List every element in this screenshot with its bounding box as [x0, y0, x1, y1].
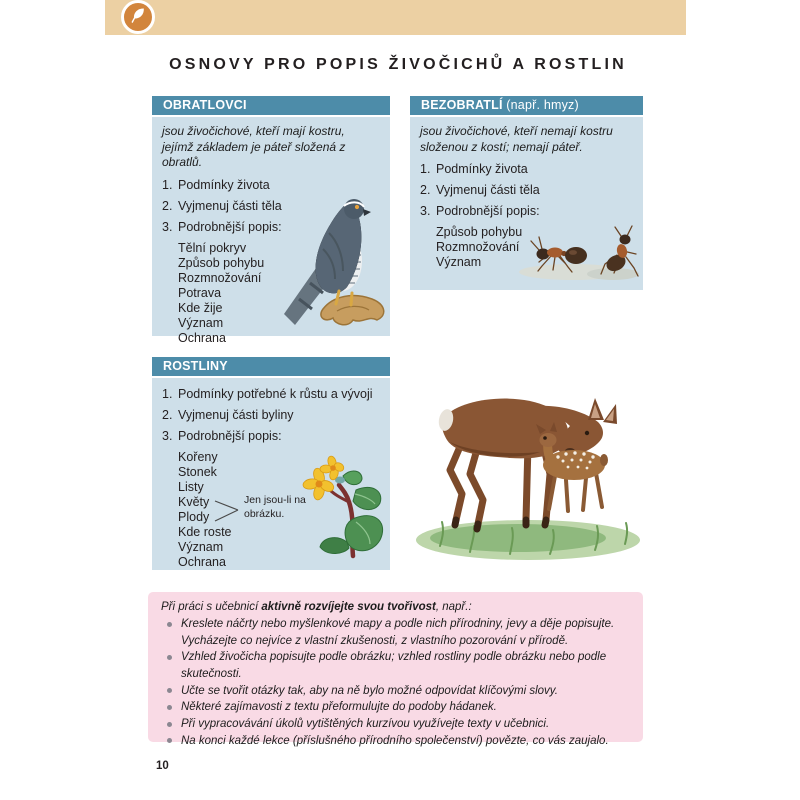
item-number: 2.: [162, 408, 173, 422]
tip-intro: [161, 601, 630, 613]
sub-item: Kořeny: [178, 450, 218, 464]
list-item: [162, 199, 384, 214]
bullet-dot-icon: [167, 722, 172, 727]
sub-item: Potrava: [178, 285, 222, 300]
tip-intro-suffix: , např.:: [435, 601, 472, 613]
list-item: [420, 204, 637, 219]
tip-bullet: [161, 683, 630, 700]
item-text: Podmínky života: [436, 162, 528, 177]
sub-item: Význam: [436, 255, 482, 270]
item-number: 3.: [420, 204, 431, 219]
list-item: [162, 178, 384, 193]
item-text: Vyjmenuj části těla: [436, 183, 540, 198]
bullet-dot-icon: [167, 622, 172, 627]
bullet-dot-icon: [167, 688, 172, 693]
tip-bullet-text: Při vypracovávání úkolů vytištěných kurzívou využívejte texty v učebnici.: [181, 718, 550, 731]
sub-item: Ochrana: [178, 330, 226, 345]
tip-bullet: [161, 616, 630, 649]
panel-rostliny: [152, 357, 390, 570]
item-number: 1.: [162, 177, 173, 192]
sub-item: Význam: [178, 540, 224, 554]
panel-obratlovci-header: OBRATLOVCI: [152, 96, 390, 115]
tip-intro-prefix: Při práci s učebnicí: [161, 601, 262, 613]
sub-item: Listy: [178, 480, 204, 494]
bullet-dot-icon: [167, 655, 172, 660]
header-suffix: (např. hmyz): [502, 98, 579, 112]
deer-illustration: [400, 362, 660, 580]
sublist: [436, 225, 637, 270]
tip-bullet: [161, 699, 630, 716]
sub-item: Rozmnožování: [178, 270, 262, 285]
tip-bullet-text: Kreslete náčrty nebo myšlenkové mapy a podle nich přírodniny, jevy a děje popisujte. Vycházejte co nejvíce z vlastní zkušenosti, z vlastního pozorování v přírodě.: [181, 618, 615, 647]
item-number: 2.: [162, 198, 173, 213]
panel-bezobratli-intro: jsou živočichové, kteří nemají kostru složenou z kostí; nemají páteř.: [420, 124, 613, 154]
tip-bullet-text: Učte se tvořit otázky tak, aby na ně bylo možné odpovídat klíčovými slovy.: [181, 684, 558, 697]
tip-bullet-text: Vzhled živočicha popisujte podle obrázku; vzhled rostliny podle obrázku nebo podle skutečnosti.: [181, 651, 607, 681]
sub-item: Kde žije: [178, 300, 223, 315]
item-number: 3.: [162, 429, 173, 443]
sub-item: Způsob pohybu: [436, 225, 523, 240]
bullet-dot-icon: [167, 738, 172, 743]
list-item: [420, 162, 637, 177]
header-label: BEZOBRATLÍ: [421, 98, 503, 112]
panel-obratlovci-intro: jsou živočichové, kteří mají kostru, jejímž základem je páteř složená z obratlů.: [162, 124, 346, 170]
sub-item: Plody: [178, 510, 210, 524]
panel-bezobratli: [410, 96, 643, 290]
top-band: [105, 0, 686, 35]
sub-item: Stonek: [178, 465, 217, 479]
note-connector-lines: [214, 497, 240, 530]
sub-item: Kde roste: [178, 525, 232, 539]
item-text: Podmínky potřebné k růstu a vývoji: [178, 387, 373, 401]
list-item: [420, 183, 637, 198]
sub-item: Tělní pokryv: [178, 240, 247, 255]
panel-obratlovci-body: [152, 117, 390, 345]
tip-bullet-text: Některé zajímavosti z textu přeformulujte do podoby hádanek.: [181, 701, 497, 714]
leaf-icon: [128, 5, 148, 30]
sub-item: Způsob pohybu: [178, 255, 265, 270]
note-text: Jen jsou-li na obrázku.: [244, 494, 306, 520]
list-item: [162, 408, 384, 423]
item-number: 1.: [162, 387, 173, 401]
panel-bezobratli-header: [410, 96, 643, 115]
list-item: [162, 387, 384, 402]
item-number: 2.: [420, 183, 431, 198]
tip-box: [148, 592, 643, 747]
panel-rostliny-header: ROSTLINY: [152, 357, 390, 376]
tip-intro-bold: aktivně rozvíjejte svou tvořivost: [261, 601, 436, 613]
bullet-dot-icon: [167, 705, 172, 710]
item-text: Podrobnější popis:: [178, 219, 282, 234]
item-text: Podmínky života: [178, 177, 270, 192]
sublist: [178, 241, 384, 346]
list-item: [162, 220, 384, 235]
tip-bullet: [161, 733, 630, 750]
sub-item: Rozmnožování: [436, 240, 520, 255]
item-number: 1.: [420, 162, 431, 177]
tip-bullet: [161, 716, 630, 733]
item-number: 3.: [162, 219, 173, 234]
panel-bezobratli-body: [410, 117, 643, 290]
sub-item: Ochrana: [178, 555, 226, 569]
list-item: [162, 429, 384, 444]
item-text: Vyjmenuj části těla: [178, 198, 282, 213]
chapter-badge: [121, 0, 155, 34]
item-text: Podrobnější popis:: [178, 429, 282, 443]
page-number: 10: [156, 760, 169, 772]
item-text: Vyjmenuj části byliny: [178, 408, 294, 422]
sub-item: Význam: [178, 315, 224, 330]
tip-bullet: [161, 649, 630, 682]
sub-item: Květy: [178, 495, 210, 509]
page-title: OSNOVY PRO POPIS ŽIVOČICHŮ A ROSTLIN: [169, 56, 627, 73]
panel-obratlovci: [152, 96, 390, 345]
item-text: Podrobnější popis:: [436, 204, 540, 219]
tip-bullet-text: Na konci každé lekce (příslušného přírodního společenství) povězte, co vás zaujalo.: [181, 734, 609, 747]
panel-rostliny-body: [152, 378, 390, 570]
